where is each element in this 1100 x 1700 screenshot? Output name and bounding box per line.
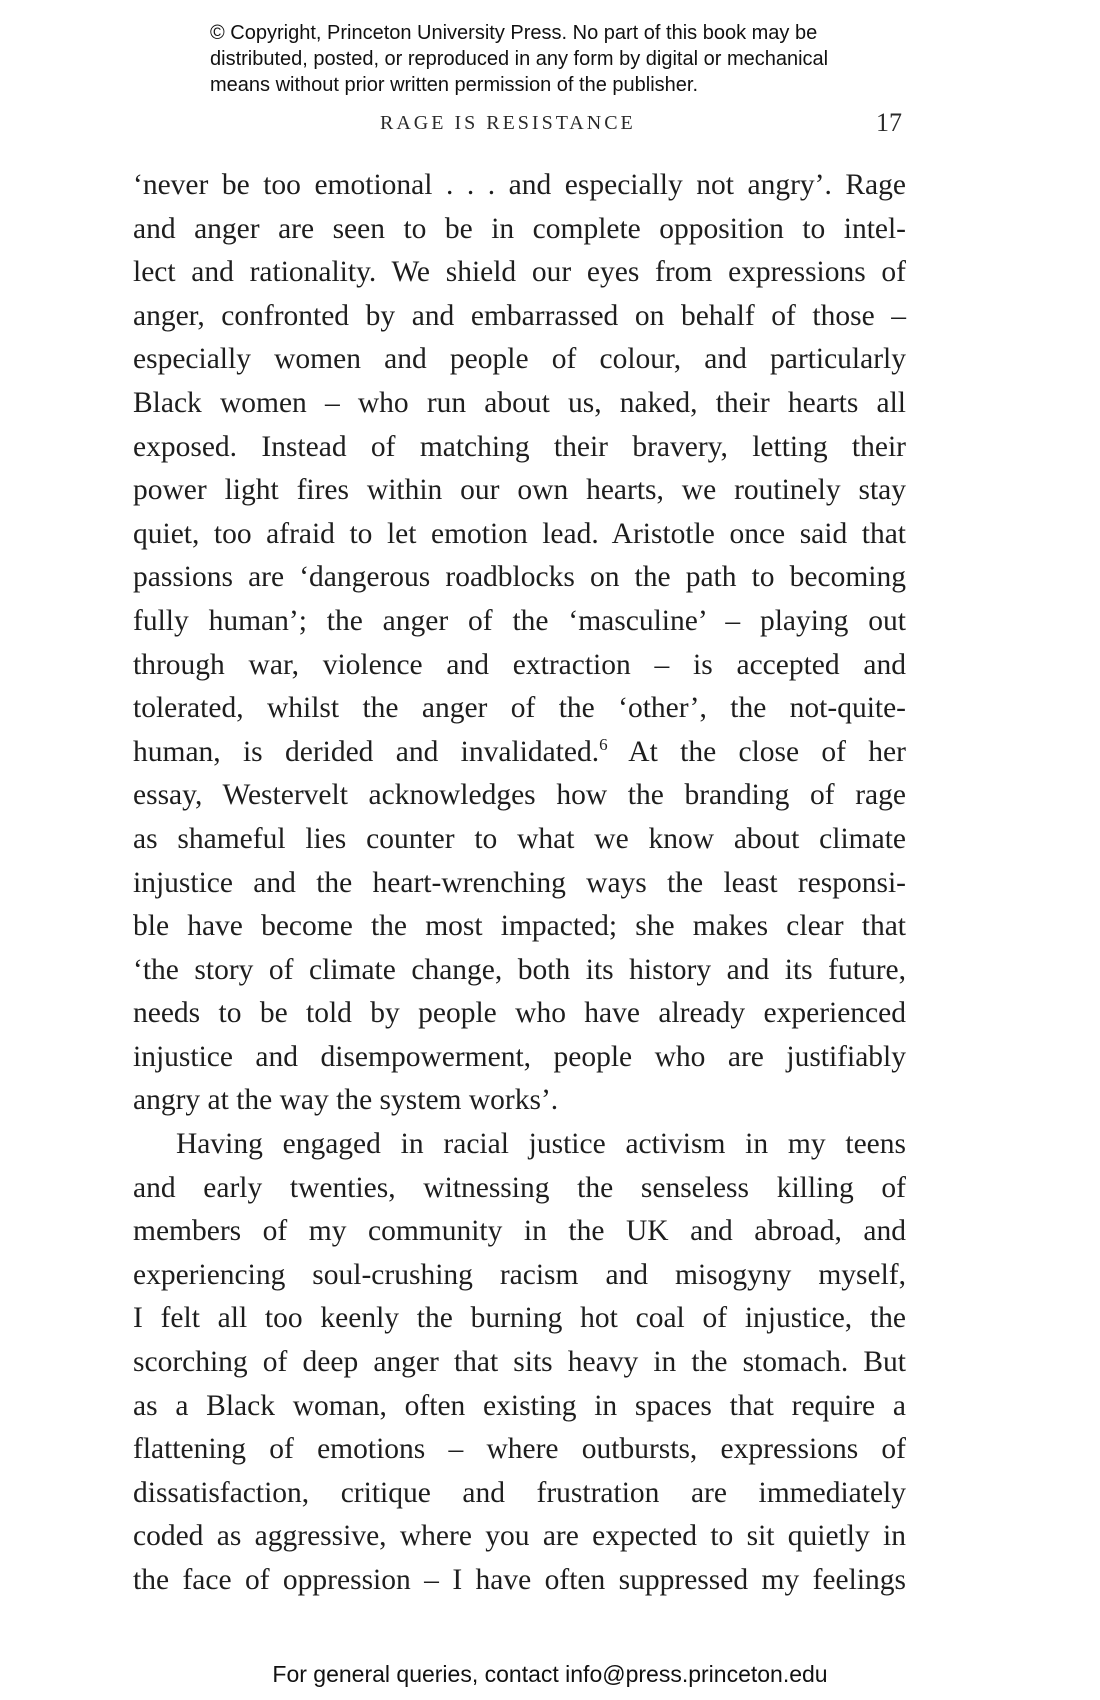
paragraph-first-line: Having engaged in racial justice activism in my teens	[176, 1128, 906, 1161]
text-line: power light fires within our own hearts, we routinely stay	[133, 474, 906, 507]
text-line: flattening of emotions – where outbursts, expressions of	[133, 1433, 906, 1466]
copyright-line: means without prior written permission of the publisher.	[210, 74, 699, 96]
text-line: quiet, too afraid to let emotion lead. Aristotle once said that	[133, 517, 906, 550]
text-line: as shameful lies counter to what we know about climate	[133, 822, 906, 855]
copyright-line: © Copyright, Princeton University Press. No part of this book may be	[210, 22, 818, 44]
text-line: dissatisfaction, critique and frustration are immediately	[133, 1476, 906, 1509]
text-line: lect and rationality. We shield our eyes from expressions of	[133, 256, 906, 289]
body-text	[133, 164, 906, 1603]
text-line: ‘never be too emotional . . . and especially not angry’. Rage	[133, 169, 906, 201]
page-number: 17	[876, 108, 902, 137]
text-line: as a Black woman, often existing in spaces that require a	[133, 1389, 906, 1422]
text-line: members of my community in the UK and abroad, and	[133, 1215, 906, 1248]
text-line: essay, Westervelt acknowledges how the branding of rage	[133, 779, 906, 812]
text-line: I felt all too keenly the burning hot coal of injustice, the	[133, 1302, 906, 1335]
text-line: through war, violence and extraction – is accepted and	[133, 648, 906, 681]
text-line: anger, confronted by and embarrassed on behalf of those –	[133, 299, 906, 332]
text-line: fully human’; the anger of the ‘masculine’ – playing out	[133, 604, 906, 637]
text-line: scorching of deep anger that sits heavy in the stomach. But	[133, 1346, 906, 1379]
text-line: injustice and disempowerment, people who are justifiably	[133, 1040, 906, 1073]
text-line: Black women – who run about us, naked, their hearts all	[133, 386, 906, 419]
text-line: exposed. Instead of matching their bravery, letting their	[133, 430, 906, 463]
text-line: and anger are seen to be in complete opposition to intel-	[133, 212, 906, 245]
text-line: the face of oppression – I have often suppressed my feelings	[133, 1564, 906, 1596]
text-line: injustice and the heart-wrenching ways the least responsi-	[133, 866, 906, 899]
copyright-notice	[210, 20, 930, 98]
text-line: coded as aggressive, where you are expected to sit quietly in	[133, 1520, 906, 1553]
copyright-line: distributed, posted, or reproduced in any form by digital or mechanical	[210, 48, 829, 70]
contact-footer: For general queries, contact info@press.princeton.edu	[272, 1661, 828, 1687]
text-segment: At the close of her	[607, 735, 906, 768]
text-line: passions are ‘dangerous roadblocks on the path to becoming	[133, 561, 906, 594]
text-segment: human, is derided and invalidated.	[133, 735, 600, 768]
text-line: needs to be told by people who have already experienced	[133, 997, 906, 1030]
footnote-reference: 6	[599, 734, 608, 754]
text-line: tolerated, whilst the anger of the ‘other’, the not-quite-	[133, 692, 906, 725]
text-line: especially women and people of colour, and particularly	[133, 343, 906, 376]
text-line: ‘the story of climate change, both its history and its future,	[133, 953, 906, 986]
running-head: RAGE IS RESISTANCE	[380, 112, 636, 134]
text-line-with-footnote	[133, 731, 906, 775]
text-line: and early twenties, witnessing the senseless killing of	[133, 1171, 906, 1204]
text-line: ble have become the most impacted; she makes clear that	[133, 910, 906, 943]
paragraph-last-line: angry at the way the system works’.	[133, 1084, 559, 1117]
text-line: experiencing soul-crushing racism and misogyny myself,	[133, 1258, 906, 1291]
